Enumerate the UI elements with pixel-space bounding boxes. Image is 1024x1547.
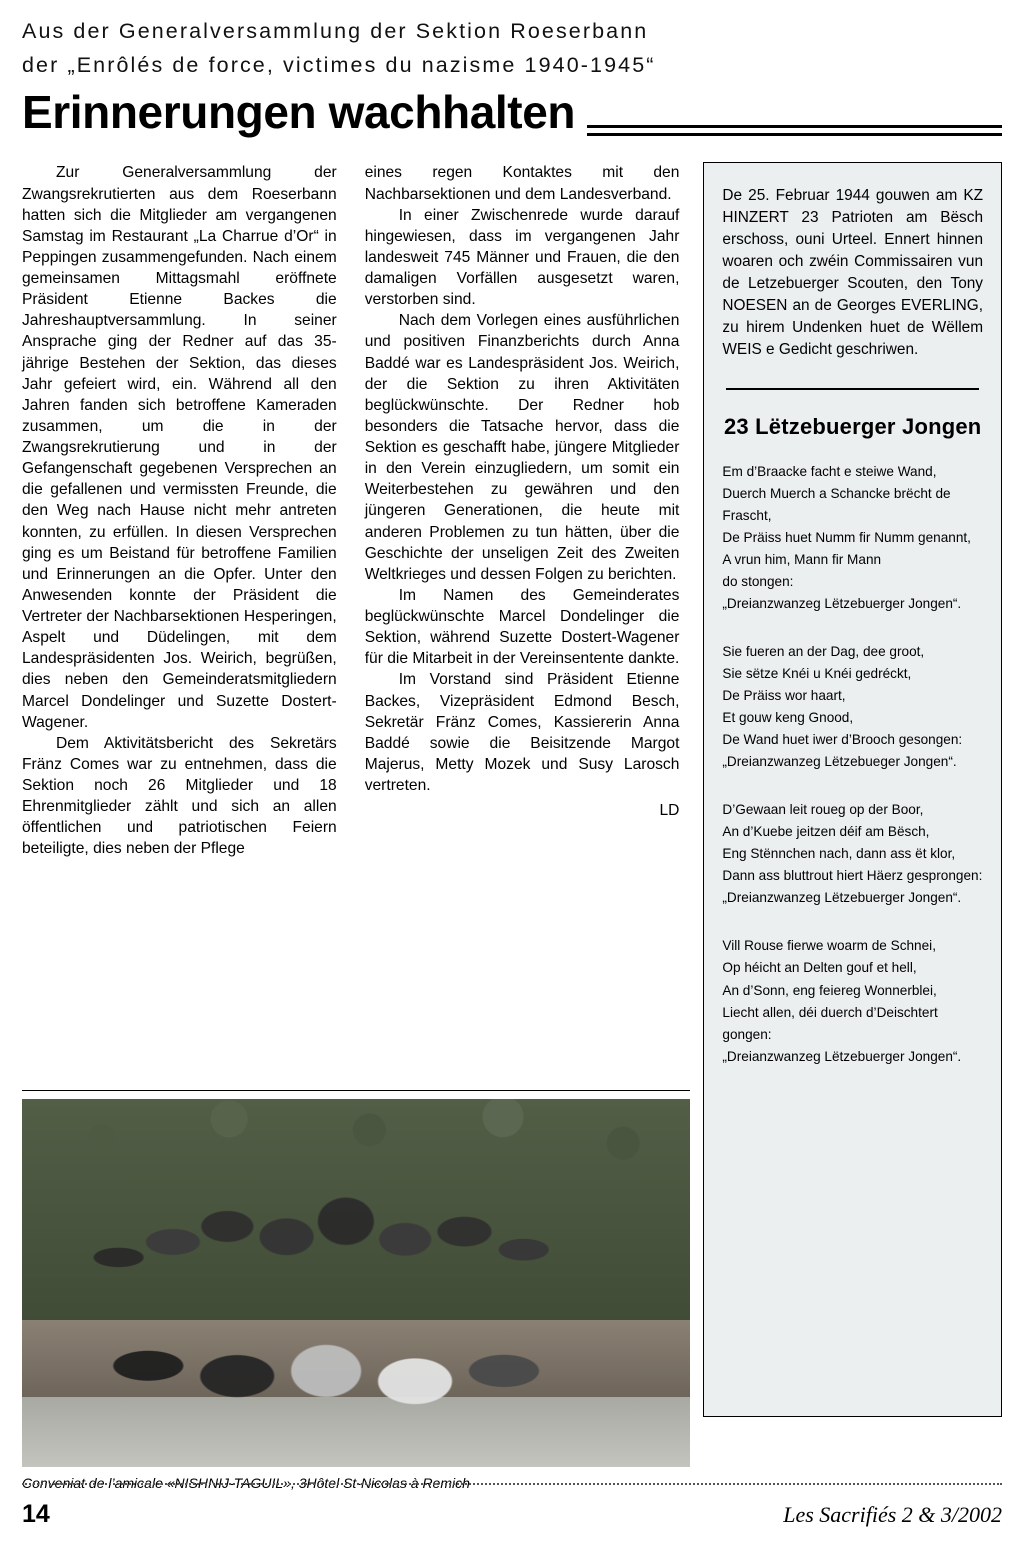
poem-line: „Dreianzwanzeg Lëtzebuerger Jongen“. (722, 1048, 962, 1064)
kicker-line-2: der „Enrôlés de force, victimes du nazisme 1940-1945“ (22, 52, 656, 77)
poem-line: Dann ass bluttrout hiert Häerz gesprongen: (722, 868, 983, 884)
poem-line: Liecht allen, déi duerch d’Deischtert gongen: (722, 1004, 938, 1042)
paragraph: Im Vorstand sind Präsident Etienne Backes, Vizepräsident Edmond Besch, Sekretär Fränz Comes, Kassiererin Anna Baddé sowie die Beisitzende Margot Majerus, Metty Mozek und Susy Larosch vertreten. (364, 671, 680, 794)
poem-line: Op héicht an Delten gouf et hell, (722, 960, 917, 976)
photo-block (22, 1090, 690, 1491)
page-footer (22, 1500, 1002, 1529)
issue-label: Les Sacrifiés 2 & 3/2002 (783, 1502, 1002, 1527)
paragraph: Dem Aktivitätsbericht des Sekretärs Fränz Comes war zu entnehmen, dass die Sektion noch 26 Mitglieder und 18 Ehrenmitglieder zählt und sich an allen öffentlichen und patriotischen Feiern beteiligte, dies neben der Pflege (22, 734, 337, 858)
poem-line: De Präiss wor haart, (722, 688, 846, 704)
poem-line: Duerch Muerch a Schancke brëcht de Frascht, (722, 486, 951, 524)
sidebar-divider (726, 388, 979, 390)
photo-separator (22, 1090, 690, 1091)
paragraph: In einer Zwischenrede wurde darauf hingewiesen, dass im vergangenen Jahr landesweit 745 Männer und Frauen, die den damaligen Vorfällen ausgesetzt waren, verstorben sind. (364, 206, 680, 309)
paragraph: Nach dem Vorlegen eines ausführlichen und positiven Finanzberichts durch Anna Baddé war es Landespräsident Jos. Weirich, der die Sektion zu ihren Aktivitäten beglückwünschte. Der Redner hob besonders die Tatsache hervor, dass die Sektion es geschafft habe, jüngere Mitglieder in den Verein einzugliedern, um somit ein Weiterbestehen zu gewähren und den jüngeren Generationen, die heute mit anderen Problemen zu tun hätten, über die Geschichte der unseligen Zeit des Zweiten Weltkrieges und dessen Folgen zu berichten. (364, 312, 680, 583)
poem-line: Em d’Braacke facht e steiwe Wand, (722, 464, 937, 480)
poem-line: Eng Stënnchen nach, dann ass ët klor, (722, 846, 956, 862)
poem-line: Sie fueren an der Dag, dee groot, (722, 644, 925, 660)
sidebar-lead-text: De 25. Februar 1944 gouwen am KZ HINZERT 23 Patrioten am Bësch erschoss, ouni Urteel. Ennert hinnen woaren och zwéin Commissairen vun de Letzebuerger Scouten, den Tony NOESEN an de Georges EVERLING, zu hirem Undenken huet de Wëllem WEIS e Gedicht geschriwen. (722, 187, 984, 359)
photo-people (89, 1180, 583, 1438)
poem-line: Et gouw keng Gnood, (722, 710, 854, 726)
poem-line: Sie sëtze Knéi u Knéi gedréckt, (722, 666, 912, 682)
poem-line: „Dreianzwanzeg Lëtzebueger Jongen“. (722, 754, 957, 770)
footer-separator (22, 1483, 1002, 1485)
kicker-line-1: Aus der Generalversammlung der Sektion Roeserbann (22, 19, 649, 43)
paragraph: Im Namen des Gemeinderates beglückwünschte Marcel Dondelinger die Sektion, während Suzette Dostert-Wagener für die Mitarbeit in der Vereinsentente dankte. (364, 586, 680, 668)
poem-line: An d’Kuebe jeitzen déif am Bësch, (722, 824, 930, 840)
poem-stanza (722, 935, 983, 1067)
poem-line: do stongen: (722, 574, 794, 590)
sidebar-box (703, 162, 1002, 1417)
poem-line: „Dreianzwanzeg Lëtzebuerger Jongen“. (722, 890, 962, 906)
poem-stanza (722, 799, 983, 909)
poem-title: 23 Lëtzebuerger Jongen (723, 413, 982, 439)
poem-line: Vill Rouse fierwe woarm de Schnei, (722, 938, 936, 954)
poem-line: An d’Sonn, eng feiereg Wonnerblei, (722, 982, 937, 998)
column-one (22, 162, 337, 859)
poem-line: De Wand huet iwer d’Brooch gesongen: (722, 732, 963, 748)
column-two (365, 162, 680, 821)
group-photo (22, 1099, 690, 1467)
paragraph: eines regen Kontaktes mit den Nachbarsektionen und dem Landesverband. (364, 164, 680, 203)
paragraph: Zur Generalversammlung der Zwangsrekrutierten aus dem Roeserbann hatten sich die Mitglieder am vergangenen Samstag im Restaurant „La Charrue d’Or“ in Peppingen zusammengefunden. Nach einem gemeinsamen Mittagsmahl eröffnete Präsident Etienne Backes die Jahreshauptversammlung. In seiner Ansprache ging der Redner auf das 35-jährige Bestehen der Sektion, das dieses Jahr gefeiert wird, ein. Während all den Jahren fanden sich betroffene Kameraden zusammen, um die in der Zwangsrekrutierung und in der Gefangenschaft gegebenen Versprechen an die gefallenen und vermissten Freunde, die den Weg nach Hause nicht mehr antreten konnten, zu erfüllen. In diesen Versprechen ging es um Beistand für betroffene Familien und Erinnerungen an die Opfer. Unter den Anwesenden konnte der Präsident die Vertreter der Nachbarsektionen Hesperingen, Aspelt und Düdelingen, mit dem Landespräsidenten Jos. Weirich, begrüßen, dies neben den Gemeinderatsmitgliedern Marcel Dondelinger und Suzette Dostert-Wagener. (22, 164, 337, 731)
photo-caption: Conveniat de l’amicale «NISHNIJ-TAGUIL», 3Hôtel St-Nicolas à Remich (22, 1475, 470, 1491)
poem-line: „Dreianzwanzeg Lëtzebuerger Jongen“. (722, 596, 962, 612)
headline-block (22, 86, 1002, 139)
poem-stanza (722, 641, 983, 773)
page-number: 14 (22, 1500, 50, 1528)
page-title: Erinnerungen wachhalten (22, 88, 587, 136)
poem-line: De Präiss huet Numm fir Numm genannt, (722, 530, 971, 546)
poem-line: A vrun him, Mann fir Mann (722, 552, 882, 568)
article-signature: LD (659, 802, 680, 820)
poem-stanza (722, 461, 983, 615)
poem-line: D’Gewaan leit roueg op der Boor, (722, 802, 924, 818)
